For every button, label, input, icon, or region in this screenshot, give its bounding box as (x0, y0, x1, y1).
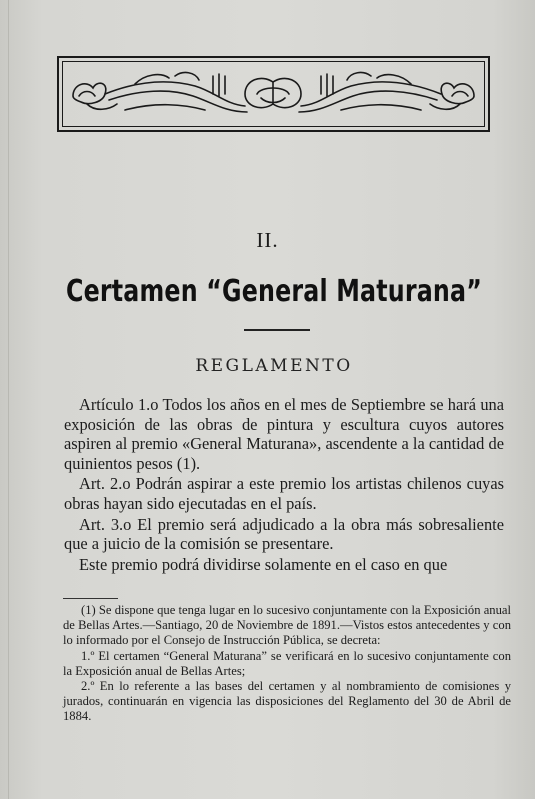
title-divider (244, 329, 310, 331)
footnote-divider (63, 598, 118, 599)
art-nouveau-floral-ornament (65, 64, 482, 124)
footnotes (63, 603, 511, 725)
page-title: Certamen “General Maturana” (65, 274, 483, 309)
article-1: Artículo 1.o Todos los años en el mes de Septiembre se hará una exposición de las obras de pintura y escultura cuyos autores aspiren al premio «General Maturana», ascendente a la cantidad de quinientos pesos (1). (64, 395, 504, 473)
regulation-body (64, 395, 504, 574)
footnote-decree-2: 2.º En lo referente a las bases del certamen y al nombramiento de comisiones y jurados, continuarán en vigencia las disposiciones del Reglamento del 30 de Abril de 1884. (63, 679, 511, 724)
section-subtitle: REGLAMENTO (195, 356, 353, 376)
article-3: Art. 3.o El premio será adjudicado a la obra más sobresaliente que a juicio de la comisión se presentare. (64, 514, 504, 554)
article-2: Art. 2.o Podrán aspirar a este premio los artistas chilenos cuyas obras hayan sido ejecutadas en el país. (64, 474, 504, 513)
page-edge (8, 0, 9, 799)
footnote-decree-1: 1.º El certamen “General Maturana” se verificará en lo sucesivo conjuntamente con la Exposición anual de Bellas Artes; (63, 648, 511, 678)
article-3-continuation: Este premio podrá dividirse solamente en el caso en que (79, 554, 448, 574)
ornamental-header-band (57, 56, 490, 132)
section-number: II. (256, 228, 279, 252)
footnote-1: (1) Se dispone que tenga lugar en lo sucesivo conjuntamente con la Exposición anual de Bellas Artes.—Santiago, 20 de Noviembre de 1891.—Vistos estos antecedentes y con lo informado por el Consejo de Instrucción Pública, se decreta: (63, 603, 511, 648)
